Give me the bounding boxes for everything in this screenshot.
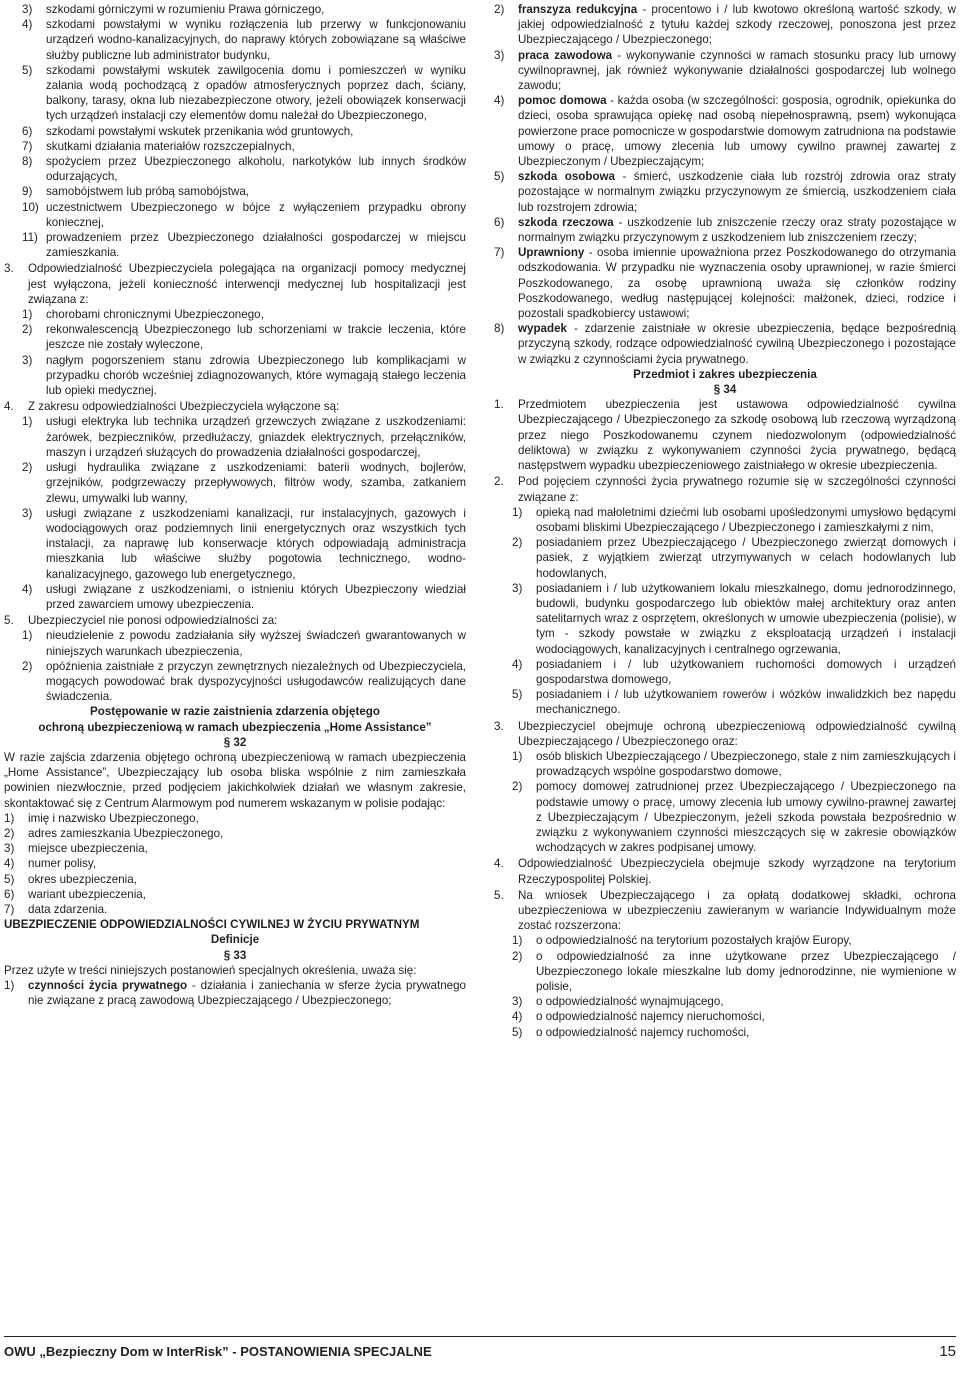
paragraph-3: 3. Ubezpieczyciel obejmuje ochroną ubezpieczeniową odpowiedzialność cywilną Ubezpieczającego / Ubezpieczonego oraz: [494, 719, 956, 748]
right-column [494, 2, 956, 1040]
list-item: 4) usługi związane z uszkodzeniami, o istnieniu których Ubezpieczony wiedział przed zawarciem umowy ubezpieczenia. [22, 582, 466, 611]
paragraph-5: 5. Na wniosek Ubezpieczającego i za opłatą dodatkowej składki, ochrona ubezpieczeniowa w ubezpieczeniu zawieranym w wariancie Indywidualnym może zostać rozszerzona: [494, 888, 956, 933]
list-item: 1) chorobami chronicznymi Ubezpieczonego, [22, 308, 264, 322]
list-item: 6) wariant ubezpieczenia, [4, 887, 146, 901]
definition-term: wypadek [518, 322, 567, 336]
list-item: 1) opieką nad małoletnimi dziećmi lub osobami upośledzonymi umysłowo będącymi osobami bliskimi Ubezpieczającego / Ubezpieczonego i zamieszkałymi z nim, [512, 505, 956, 534]
list-item: 11) prowadzeniem przez Ubezpieczonego działalności gospodarczej w miejscu zamieszkania. [22, 231, 466, 260]
definition-item: 1) czynności życia prywatnego - działania i zaniechania w sferze życia prywatnego nie związane z pracą zawodową Ubezpieczającego / Ubezpieczonego; [4, 979, 466, 1008]
list-item: 5) o odpowiedzialność najemcy ruchomości, [512, 1025, 750, 1039]
list-item: 2) pomocy domowej zatrudnionej przez Ubezpieczającego / Ubezpieczonego na podstawie umowy o pracę, umowy zlecenia lub umowy cywilno-prawnej zawartej z Ubezpieczającym / Ubezpieczonym, jeżeli szkoda powstała bezpośrednio w związku z wykonywaniem czynności mieszczących się w zakresie obowiązków wchodzących w zakres podpisanej umowy. [512, 780, 956, 855]
list-item: 3) nagłym pogorszeniem stanu zdrowia Ubezpieczonego lub komplikacjami w przypadku chorób wcześniej zdiagnozowanych, które wymagają stałego leczenia lub opieki medycznej. [22, 353, 466, 398]
definition-term: szkoda osobowa [518, 170, 616, 184]
list-item: 4) numer polisy, [4, 857, 97, 871]
definition-item: 3) praca zawodowa - wykonywanie czynności w ramach stosunku pracy lub umowy cywilnoprawnej, jak również wykonywanie działalności gospodarczej lub wolnego zawodu; [494, 48, 957, 93]
definition-term: czynności życia prywatnego [28, 979, 188, 992]
paragraph-4: 4. Odpowiedzialność Ubezpieczyciela obejmuje szkody wyrządzone na terytorium Rzeczypospolitej Polskiej. [494, 857, 956, 886]
list-item: 3) szkodami górniczymi w rozumieniu Prawa górniczego, [22, 3, 325, 16]
definition-item: 5) szkoda osobowa - śmierć, uszkodzenie ciała lub rozstrój zdrowia oraz straty pozostające w normalnym związku przyczynowym ze śmiercią, uszkodzeniem ciała lub rozstrojem zdrowia; [494, 170, 956, 214]
list-item: 2) o odpowiedzialność za inne użytkowane przez Ubezpieczającego / Ubezpieczonego lokale mieszkalne lub domy jednorodzinne, nie wymienione w polisie, [512, 949, 956, 993]
section-heading: Postępowanie w razie zaistnienia zdarzenia objętego [90, 705, 380, 719]
list-item: 3) posiadaniem i / lub użytkowaniem lokalu mieszkalnego, domu jednorodzinnego, budowli, budynku gospodarczego lub obiektów małej architektury oraz anten satelitarnych wraz z osprzętem, określonych w umowie ubezpieczenia (polisie), w tym - szkody powstałe w związku z eksploatacją urządzeń i instalacji wodociągowych, kanalizacyjnych i centralnego ogrzewania, [512, 581, 956, 656]
list-item: 8) spożyciem przez Ubezpieczonego alkoholu, narkotyków lub innych środków odurzających, [22, 155, 466, 184]
left-column [4, 2, 466, 1008]
list-item: 9) samobójstwem lub próbą samobójstwa, [22, 185, 249, 199]
list-item: 1) imię i nazwisko Ubezpieczonego, [4, 811, 199, 825]
list-item: 3) miejsce ubezpieczenia, [4, 842, 148, 856]
list-item: 7) skutkami działania materiałów rozszczepialnych, [22, 139, 295, 153]
definition-item: 7) Uprawniony - osoba imiennie upoważniona przez Poszkodowanego do otrzymania odszkodowania. W przypadku nie wyznaczenia osoby uprawnionej, w razie śmierci Poszkodowanego, za osobę uprawnioną uważa się członków rodziny Poszkodowanego, według następującej kolejności: małżonek, dzieci, rodzice i pozostali spadkobiercy ustawowi; [494, 246, 956, 321]
list-item: 5) posiadaniem i / lub użytkowaniem rowerów i wózków inwalidzkich bez napędu mechanicznego. [512, 688, 956, 717]
paragraph-4: 4. Z zakresu odpowiedzialności Ubezpieczyciela wyłączone są: [4, 400, 340, 414]
page-footer [4, 1336, 956, 1367]
paragraph-1: 1. Przedmiotem ubezpieczenia jest ustawowa odpowiedzialność cywilna Ubezpieczającego / Ubezpieczonego za szkodę osobową lub rzeczową wyrządzoną przez niego Poszkodowanemu czynem niedozwolonym (odpowiedzialność deliktowa) w związku z wykonywaniem czynności życia prywatnego, będącą następstwem wypadku ubezpieczeniowego zaistniałego w okresie ubezpieczenia. [494, 398, 956, 473]
paragraph-number: § 33 [223, 948, 247, 962]
paragraph-3: 3. Odpowiedzialność Ubezpieczyciela polegająca na organizacji pomocy medycznej jest wyłączona, jeżeli konieczność interwencji medycznej lub hospitalizacji jest związana z: [4, 262, 466, 306]
list-item: 4) o odpowiedzialność najemcy nieruchomości, [512, 1010, 765, 1024]
list-item: 3) o odpowiedzialność wynajmującego, [512, 995, 724, 1009]
definition-item: 4) pomoc domowa - każda osoba (w szczególności: gosposia, ogrodnik, opiekunka do dzieci, osoba sprawująca opiekę nad osobą niepełnosprawną, psem) wykonująca powierzone prace pomocnicze w gospodarstwie domowym zatrudniona na podstawie umowy o pracę, umowy zlecenia lub umowy cywilno prawnej zawartej z Ubezpieczonym / Ubezpieczającym; [494, 94, 956, 169]
chapter-heading: UBEZPIECZENIE ODPOWIEDZIALNOŚCI CYWILNEJ W ŻYCIU PRYWATNYM [4, 918, 420, 932]
definition-term: franszyza redukcyjna [518, 3, 638, 16]
list-item: 2) rekonwalescencją Ubezpieczonego lub schorzeniami w trakcie leczenia, które jeszcze nie zostały wyleczone, [22, 323, 466, 352]
section-heading: Przedmiot i zakres ubezpieczenia [633, 367, 817, 381]
list-item: 7) data zdarzenia. [4, 902, 108, 916]
list-item: 6) szkodami powstałymi wskutek przenikania wód gruntowych, [22, 124, 354, 138]
footer-title: OWU „Bezpieczny Dom w InterRisk” - POSTANOWIENIA SPECJALNE [4, 1344, 432, 1360]
definition-item: 2) franszyza redukcyjna - procentowo i / lub kwotowo określoną wartość szkody, w jakiej odpowiedzialność z tytułu każdej szkody rzeczowej, ponoszona jest przez Ubezpieczającego / Ubezpieczonego; [494, 3, 956, 47]
list-item: 1) nieudzielenie z powodu zadziałania siły wyższej świadczeń gwarantowanych w niniejszych warunkach ubezpieczenia, [22, 629, 466, 658]
list-item: 2) posiadaniem przez Ubezpieczającego / Ubezpieczonego zwierząt domowych i pasiek, z wyjątkiem zwierząt utrzymywanych w celach hodowlanych lub hodowlanych, [512, 536, 956, 580]
list-item: 5) okres ubezpieczenia, [4, 872, 137, 886]
list-item: 4) szkodami powstałymi w wyniku rozłączenia lub przerwy w funkcjonowaniu urządzeń wodno-kanalizacyjnych, do naprawy których zobowiązane są właściwe służby publiczne lub administrator budynku, [22, 18, 466, 62]
definition-item: 8) wypadek - zdarzenie zaistniałe w okresie ubezpieczenia, będące bezpośrednią przyczyną szkody, rodzące odpowiedzialność cywilną Ubezpieczonego i pozostające w związku z czynnościami życia prywatnego. [494, 322, 956, 366]
definition-item: 6) szkoda rzeczowa - uszkodzenie lub zniszczenie rzeczy oraz straty pozostające w normalnym związku przyczynowym z uszkodzeniem lub zniszczeniem rzeczy; [494, 215, 956, 245]
list-item: 1) usługi elektryka lub technika urządzeń grzewczych związane z uszkodzeniami: żarówek, bezpieczników, przedłużaczy, gniazdek elektrycznych, przełączników, maszyn i urządzeń służących do prowadzenia działalności gospodarczej, [22, 415, 466, 459]
definition-term: pomoc domowa [518, 94, 607, 108]
definition-term: praca zawodowa [518, 48, 613, 62]
page-number: 15 [939, 1343, 956, 1361]
definition-term: Uprawniony [518, 246, 585, 260]
list-item: 2) opóźnienia zaistniałe z przyczyn zewnętrznych niezależnych od Ubezpieczyciela, mogących powodować brak dyspozycyjności usługodawców realizujących dane świadczenia. [22, 659, 466, 704]
list-item: 4) posiadaniem i / lub użytkowaniem ruchomości domowych i urządzeń gospodarstwa domowego, [512, 657, 956, 686]
list-item: 2) usługi hydraulika związane z uszkodzeniami: baterii wodnych, bojlerów, grzejników, podgrzewaczy przepływowych, filtrów wody, szamba, zatkaniem zlewu, umywalki lub wanny, [22, 461, 466, 505]
list-item: 2) adres zamieszkania Ubezpieczonego, [4, 826, 224, 840]
section-heading: Definicje [210, 933, 260, 947]
paragraph-number: § 32 [223, 735, 247, 749]
list-item: 10) uczestnictwem Ubezpieczonego w bójce z wyłączeniem przypadku obrony koniecznej, [22, 200, 466, 229]
definition-term: szkoda rzeczowa [518, 215, 614, 229]
list-item: 3) usługi związane z uszkodzeniami kanalizacji, rur instalacyjnych, gazowych i wodociągowych oraz podziemnych linii energetycznych oraz wszystkich tych instalacji, za naprawę lub konserwacje których odpowiadają administracja mieszkania lub właściwe służby pogotowia technicznego, wodno-kanalizacyjnego, gazowego lub energetycznego, [22, 506, 466, 581]
paragraph-text: Przez użyte w treści niniejszych postanowień specjalnych określenia, uważa się: [4, 963, 417, 977]
list-item: 1) o odpowiedzialność na terytorium pozostałych krajów Europy, [512, 934, 852, 948]
paragraph-number: § 34 [713, 383, 737, 397]
paragraph-2: 2. Pod pojęciem czynności życia prywatnego rozumie się w szczególności czynności związane z: [494, 475, 956, 504]
list-item: 1) osób bliskich Ubezpieczającego / Ubezpieczonego, stale z nim zamieszkujących i prowadzących wspólne gospodarstwo domowe, [512, 749, 956, 779]
list-item: 5) szkodami powstałymi wskutek zawilgocenia domu i pomieszczeń w wyniku zalania wodą pochodzącą z opadów atmosferycznych poprzez dach, ściany, balkony, tarasy, okna lub niezabezpieczone otwory, jeżeli obowiązek konserwacji tych urządzeń instalacji czy elementów domu należał do Ubezpieczonego, [22, 63, 466, 123]
paragraph-text: W razie zajścia zdarzenia objętego ochroną ubezpieczeniową w ramach ubezpieczenia „Home Assistance”, Ubezpieczający lub osoba bliska wspólnie z nim zamieszkała powinien niezwłocznie, przed podjęciem jakichkolwiek działań we własnym zakresie, skontaktować się z Centrum Alarmowym pod numerem wskazanym w polisie podając: [4, 750, 466, 810]
exclusions-list-continued [4, 2, 466, 260]
section-heading: ochroną ubezpieczeniową w ramach ubezpieczenia „Home Assistance” [38, 720, 432, 734]
paragraph-5: 5. Ubezpieczyciel nie ponosi odpowiedzialności za: [4, 614, 278, 628]
